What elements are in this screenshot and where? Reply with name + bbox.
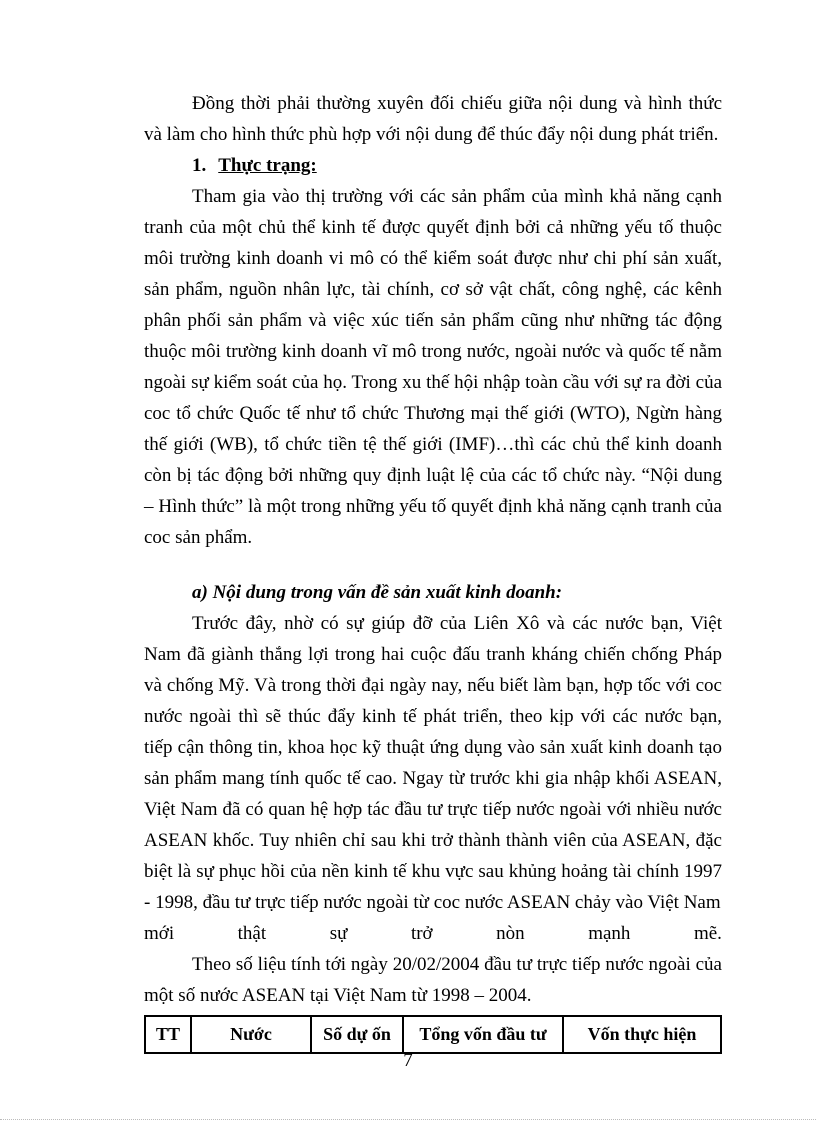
investment-table xyxy=(144,1015,722,1054)
word: mới xyxy=(144,923,175,944)
word: trở xyxy=(410,923,433,944)
table-header-row xyxy=(145,1016,721,1053)
word: mạnh xyxy=(588,923,631,944)
paragraph: Tham gia vào thị trường với các sản phẩm của mình khả năng cạnh tranh của một chủ thể kinh tế được quyết định bởi cả những yếu tố thuộc môi trường kinh doanh vi mô có thể kiểm soát được như chi phí sản xuất, sản phẩm, nguồn nhân lực, tài chính, cơ sở vật chất, công nghệ, các kênh phân phối sản phẩm và việc xúc tiến sản phẩm cũng như những tác động thuộc môi trường kinh doanh vĩ mô trong nước, ngoài nước và quốc tế nằm ngoài sự kiểm soát của họ. Trong xu thế hội nhập toàn cầu với sự ra đời của coc tổ chức Quốc tế như tổ chức Thương mại thế giới (WTO), Ngừn hàng thế giới (WB), tổ chức tiền tệ thế giới (IMF)…thì các chủ thể kinh doanh còn bị tác động bởi những quy định luật lệ của các tổ chức này. “Nội dung – Hình thức” là một trong những yếu tố quyết định khả năng cạnh tranh của coc sản phẩm. xyxy=(144,186,722,548)
column-header-country: Nước xyxy=(191,1016,311,1053)
justified-last-line xyxy=(144,918,722,949)
page-number: 7 xyxy=(403,1050,413,1071)
paragraph: Theo số liệu tính tới ngày 20/02/2004 đầu tư trực tiếp nước ngoài của một số nước ASEAN tại Việt Nam từ 1998 – 2004. xyxy=(144,954,722,1006)
paragraph: Đồng thời phải thường xuyên đối chiếu giữa nội dung và hình thức và làm cho hình thức phù hợp với nội dung để thúc đẩy nội dung phát triển. xyxy=(144,93,722,145)
column-header-implemented-capital: Vốn thực hiện xyxy=(563,1016,721,1053)
subsection-heading: a) Nội dung trong vấn đề sản xuất kinh doanh: xyxy=(192,582,563,603)
section-heading xyxy=(192,150,722,181)
column-header-projects: Số dự ốn xyxy=(311,1016,403,1053)
word: sự xyxy=(329,923,348,944)
word: mẽ. xyxy=(693,923,722,944)
word: nòn xyxy=(496,923,525,944)
paragraph: Trước đây, nhờ có sự giúp đỡ của Liên Xô và các nước bạn, Việt Nam đã giành thắng lợi trong hai cuộc đấu tranh kháng chiến chống Pháp và chống Mỹ. Và trong thời đại ngày nay, nếu biết làm bạn, hợp tốc với coc nước ngoài thì sẽ thúc đẩy kinh tế phát triển, theo kịp với các nước bạn, tiếp cận thông tin, khoa học kỹ thuật ứng dụng vào sản xuất kinh doanh tạo sản phẩm mang tính quốc tế cao. Ngay từ trước khi gia nhập khối ASEAN, Việt Nam đã có quan hệ hợp tác đầu tư trực tiếp nước ngoài với nhiều nước ASEAN khốc. Tuy nhiên chỉ sau khi trở thành thành viên của ASEAN, đặc biệt là sự phục hồi của nền kinh tế khu vực sau khủng hoảng tài chính 1997 - 1998, đầu tư trực tiếp nước ngoài từ coc nước ASEAN chảy vào Việt Nam xyxy=(144,613,722,913)
section-number: 1. xyxy=(192,155,207,176)
word: thật xyxy=(237,923,267,944)
section-title: Thực trạng: xyxy=(218,155,317,176)
column-header-tt: TT xyxy=(145,1016,191,1053)
page-body xyxy=(144,88,722,1054)
column-header-total-capital: Tổng vốn đầu tư xyxy=(403,1016,563,1053)
page-bottom-divider xyxy=(0,1119,816,1120)
